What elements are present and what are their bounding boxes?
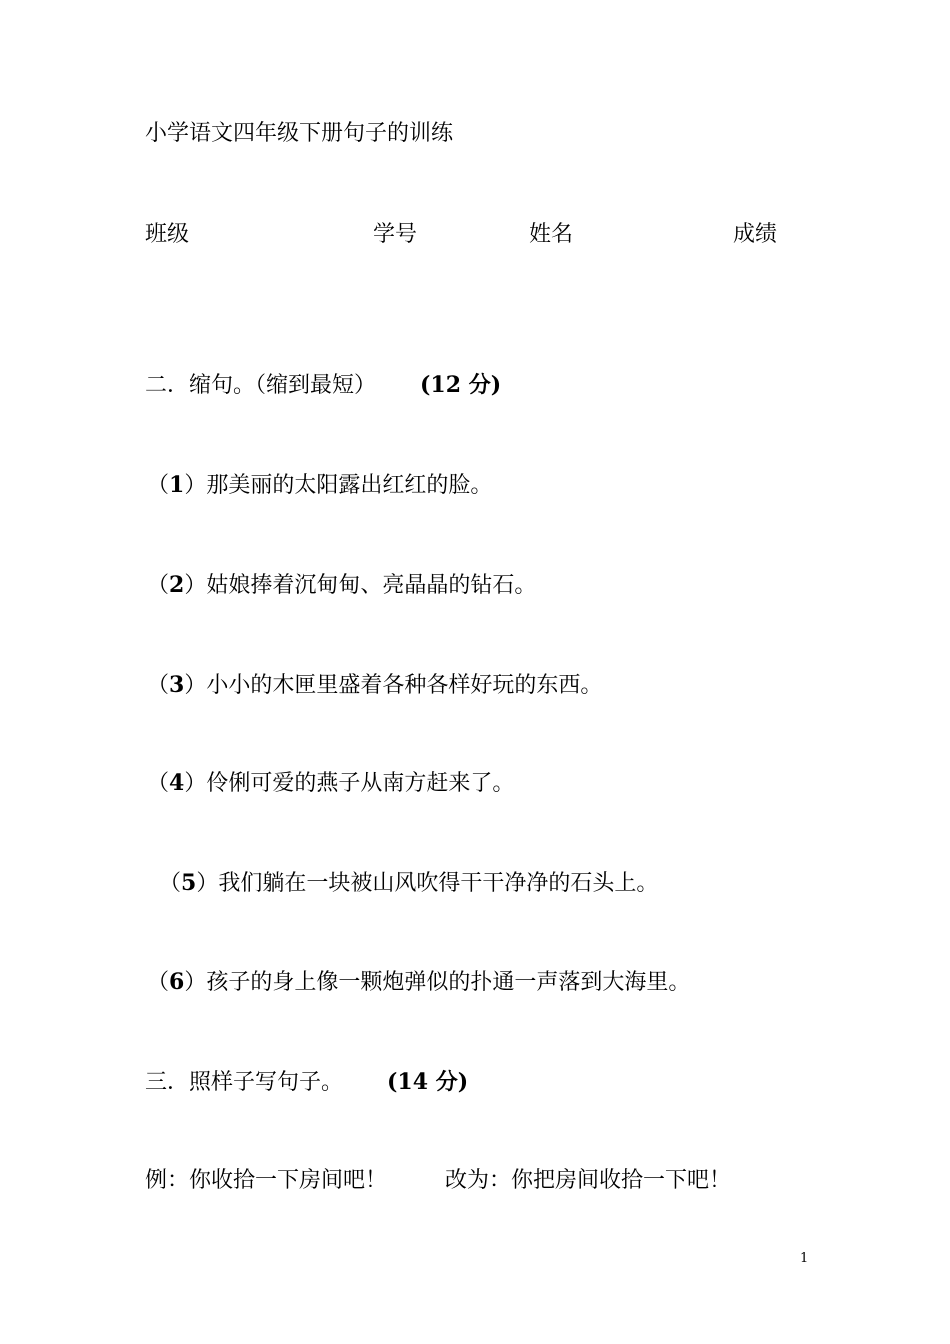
- item-number: 1: [169, 472, 185, 498]
- list-item: （4）伶俐可爱的燕子从南方赶来了。: [147, 770, 515, 796]
- item-number: 6: [169, 969, 185, 995]
- section-2-points: (12 分): [420, 372, 502, 398]
- class-label: 班级: [145, 222, 190, 247]
- name-label: 姓名: [529, 222, 574, 247]
- item-text: 那美丽的太阳露出红红的脸。: [206, 473, 493, 498]
- item-number: 5: [181, 870, 197, 896]
- section-3-heading: [145, 1068, 468, 1097]
- student-id-label: 学号: [373, 222, 418, 247]
- section-2-title: 二．缩句。（缩到最短）: [145, 373, 377, 398]
- item-text: 我们躺在一块被山风吹得干干净净的石头上。: [218, 871, 659, 896]
- item-text: 孩子的身上像一颗炮弹似的扑通一声落到大海里。: [206, 970, 691, 995]
- item-number: 3: [169, 672, 185, 698]
- item-number: 2: [169, 572, 185, 598]
- list-item: （5）我们躺在一块被山风吹得干干净净的石头上。: [159, 870, 659, 896]
- example-changed: 改为：你把房间收拾一下吧！: [445, 1168, 732, 1193]
- item-number: 4: [169, 770, 185, 796]
- list-item: （3）小小的木匣里盛着各种各样好玩的东西。: [147, 672, 603, 698]
- score-label: 成绩: [733, 222, 778, 247]
- example-original: 例：你收拾一下房间吧！: [145, 1168, 388, 1193]
- section-3-title: 三．照样子写句子。: [145, 1070, 344, 1095]
- list-item: （6）孩子的身上像一颗炮弹似的扑通一声落到大海里。: [147, 969, 691, 995]
- item-text: 小小的木匣里盛着各种各样好玩的东西。: [206, 673, 603, 698]
- section-2-heading: [145, 371, 501, 400]
- section-3-points: (14 分): [387, 1069, 469, 1095]
- list-item: （2）姑娘捧着沉甸甸、亮晶晶的钻石。: [147, 572, 537, 598]
- list-item: （1）那美丽的太阳露出红红的脸。: [147, 472, 493, 498]
- item-text: 姑娘捧着沉甸甸、亮晶晶的钻石。: [206, 573, 537, 598]
- page-number: 1: [800, 1251, 809, 1266]
- item-text: 伶俐可爱的燕子从南方赶来了。: [206, 771, 515, 796]
- document-title: 小学语文四年级下册句子的训练: [145, 121, 454, 146]
